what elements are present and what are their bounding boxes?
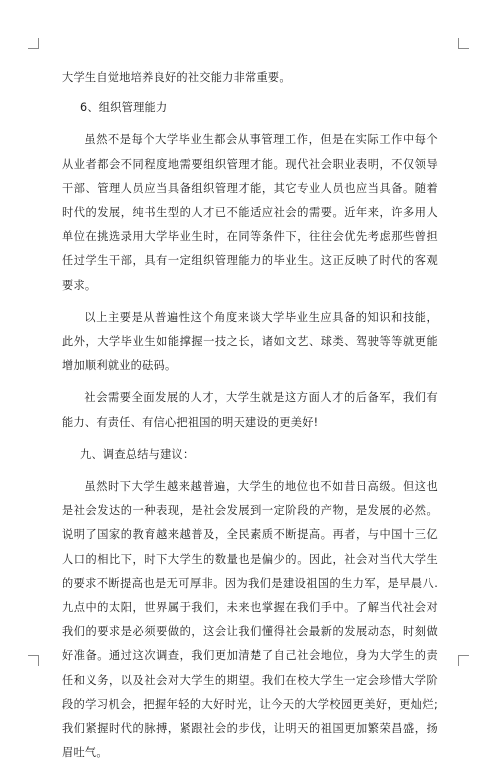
- paragraph-conclusion: 虽然时下大学生越来越普遍，大学生的地位也不如昔日高级。但这也是社会发达的一种表现，是社会发展到一定阶段的产物，是发展的必然。说明了国家的教育越来越普及，全民素质不断提高。再者，与中国十三亿人口的相比下，时下大学生的数量也是偏少的。因此，社会对当代大学生的要求不断提高也是无可厚非。因为我们是建设祖国的生力军，是早晨八.九点中的太阳，世界属于我们，未来也掌握在我们手中。了解当代社会对我们的要求是必须要做的，这会让我们懂得社会最新的发展动态，时刻做好准备。通过这次调查，我们更加清楚了自己社会地位，身为大学生的责任和义务，以及社会对大学生的期望。我们在校大学生一定会珍惜大学阶段的学习机会，把握年轻的大好时光，让今天的大学校园更美好，更灿烂;我们紧握时代的脉搏，紧跟社会的步伐，让明天的祖国更加繁荣昌盛，扬眉吐气。: [62, 480, 438, 760]
- crop-mark-bottom-right: [458, 655, 469, 666]
- paragraph-skills-summary: 以上主要是从普遍性这个角度来谈大学毕业生应具备的知识和技能，此外，大学毕业生如能撑握一技之长，诸如文艺、球类、驾驶等等就更能增加顺利就业的砝码。: [62, 310, 438, 373]
- section-heading-conclusion: 九、调查总结与建议：: [80, 447, 195, 461]
- paragraph-talent-reserve: 社会需要全面发展的人才，大学生就是这方面人才的后备军，我们有能力、有责任、有信心把祖国的明天建设的更美好!: [62, 391, 438, 429]
- spacer: [62, 435, 438, 443]
- spacer: [62, 378, 438, 386]
- paragraph-social-skills-end: 大学生自觉地培养良好的社交能力非常重要。: [62, 71, 291, 84]
- crop-mark-top-left: [28, 38, 39, 49]
- document-body: [62, 66, 438, 765]
- paragraph-management-ability: 虽然不是每个大学毕业生都会从事管理工作，但是在实际工作中每个从业者都会不同程度地需要组织管理才能。现代社会职业表明，不仅领导干部、管理人员应当具备组织管理才能，其它专业人员也应当具备。随着时代的发展，纯书生型的人才已不能适应社会的需要。近年来，许多用人单位在挑选录用大学毕业生时，在同等条件下，往往会优先考虑那些曾担任过学生干部，具有一定组织管理能力的毕业生。这正反映了时代的客观要求。: [62, 133, 438, 292]
- spacer: [62, 120, 438, 128]
- spacer: [62, 298, 438, 306]
- section-heading-management: 6、组织管理能力: [80, 101, 168, 115]
- crop-mark-top-right: [458, 38, 469, 49]
- crop-mark-bottom-left: [28, 655, 39, 666]
- spacer: [62, 467, 438, 475]
